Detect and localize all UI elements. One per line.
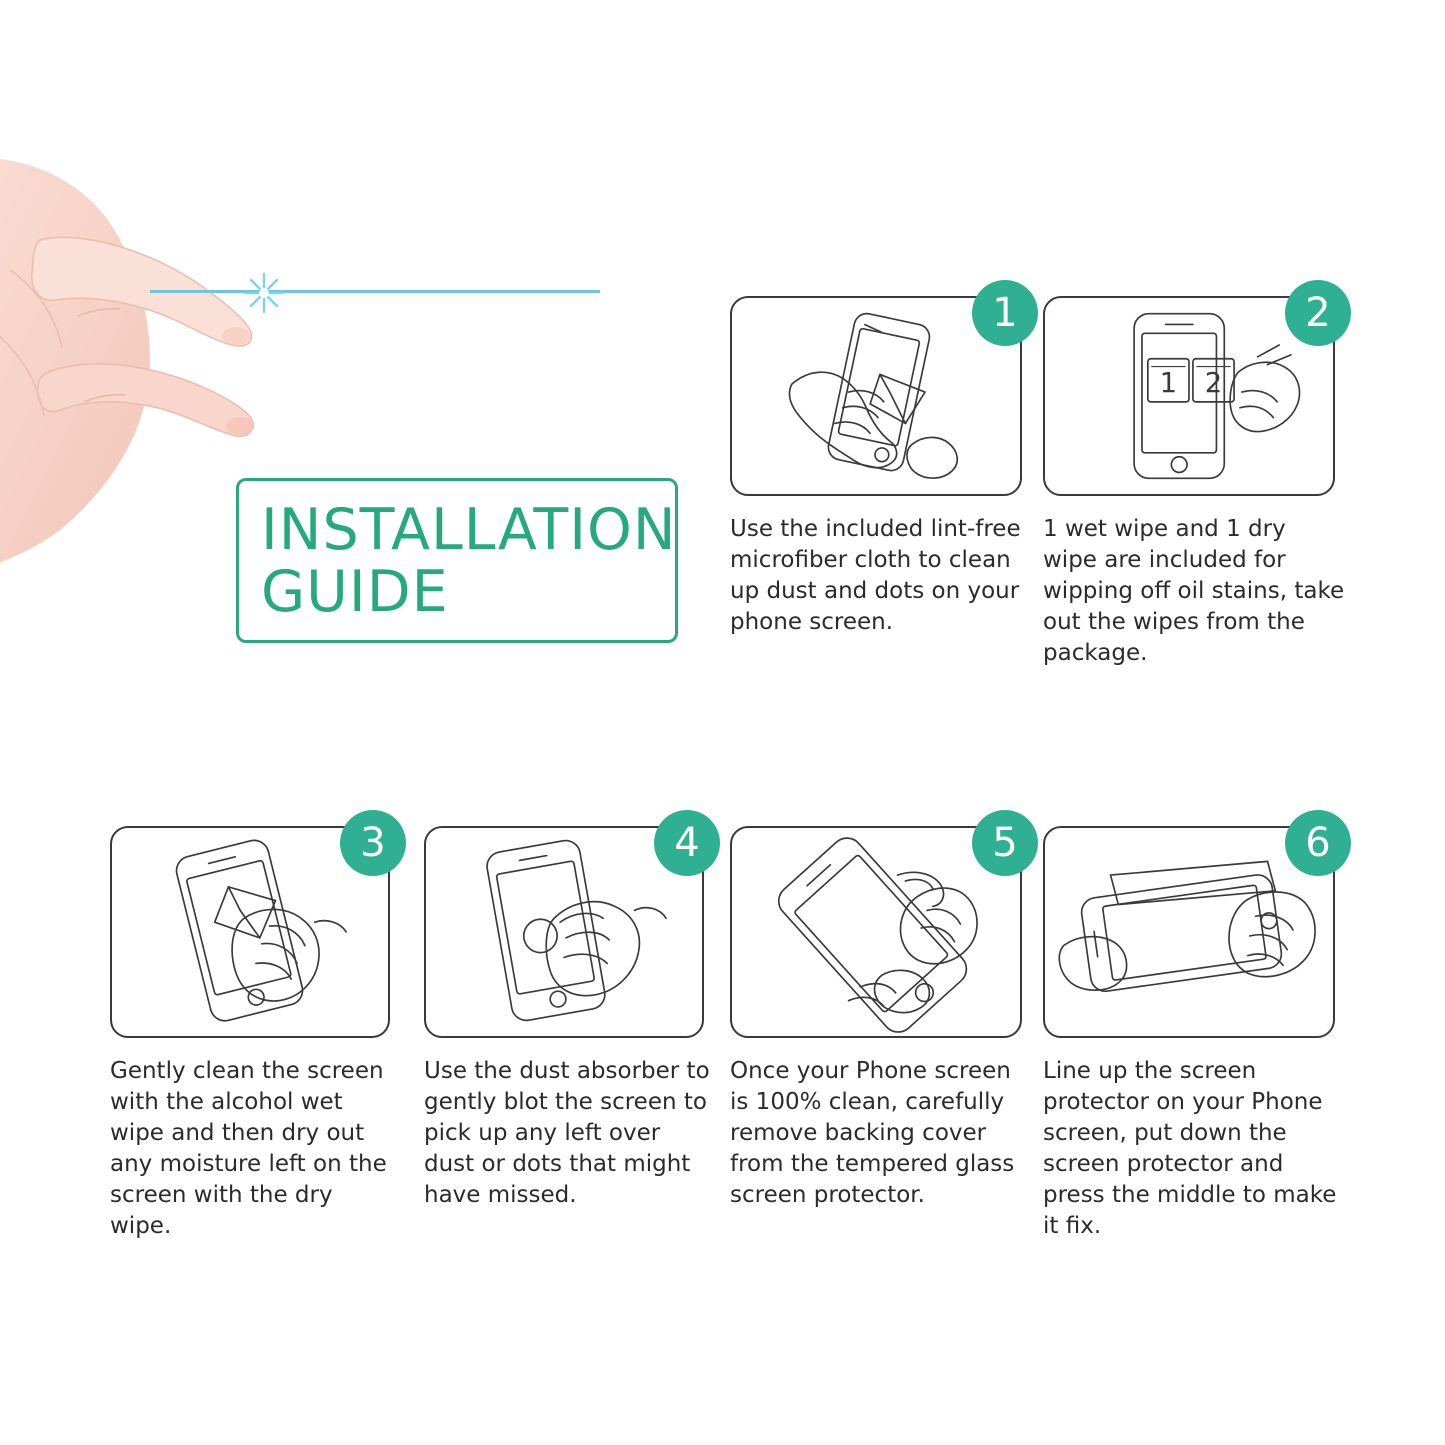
sparkle-icon bbox=[243, 272, 285, 314]
step-3-caption: Gently clean the screen with the alcohol wet wipe and then dry out any moisture left on the screen with the dry wipe. bbox=[110, 1058, 387, 1239]
step-card-1 bbox=[730, 290, 1032, 638]
step-card-3 bbox=[110, 820, 400, 1242]
step-5-illustration-frame bbox=[730, 820, 1022, 1038]
step-5-caption: Once your Phone screen is 100% clean, carefully remove backing cover from the tempered glass screen protector. bbox=[730, 1058, 1015, 1208]
step-card-2 bbox=[1043, 290, 1345, 669]
step-5-number-badge: 5 bbox=[972, 810, 1038, 876]
step-4-caption: Use the dust absorber to gently blot the screen to pick up any left over dust or dots that might have missed. bbox=[424, 1058, 710, 1208]
page-title-line1: INSTALLATION bbox=[261, 497, 677, 563]
step-6-illustration-frame bbox=[1043, 820, 1335, 1038]
step-1-caption: Use the included lint-free microfiber cloth to clean up dust and dots on your phone screen. bbox=[730, 516, 1021, 635]
step-6-number-badge: 6 bbox=[1285, 810, 1351, 876]
step-6-caption: Line up the screen protector on your Phone screen, put down the screen protector and press the middle to make it fix. bbox=[1043, 1058, 1337, 1239]
svg-text:1: 1 bbox=[1159, 368, 1178, 400]
step-card-6 bbox=[1043, 820, 1345, 1242]
tempered-glass-edge-line bbox=[150, 290, 600, 293]
step-2-number-badge: 2 bbox=[1285, 280, 1351, 346]
step-card-5 bbox=[730, 820, 1032, 1211]
step-3-illustration-frame bbox=[110, 820, 390, 1038]
page-title-box bbox=[236, 478, 678, 643]
svg-text:2: 2 bbox=[1204, 368, 1223, 400]
step-4-number-badge: 4 bbox=[654, 810, 720, 876]
step-3-number-badge: 3 bbox=[340, 810, 406, 876]
step-card-4 bbox=[424, 820, 714, 1211]
step-1-illustration-frame bbox=[730, 290, 1022, 496]
step-4-illustration-frame bbox=[424, 820, 704, 1038]
page-title-line2: GUIDE bbox=[261, 559, 449, 625]
step-1-number-badge: 1 bbox=[972, 280, 1038, 346]
step-2-illustration-frame bbox=[1043, 290, 1335, 496]
step-2-caption: 1 wet wipe and 1 dry wipe are included for wipping off oil stains, take out the wipes from the package. bbox=[1043, 516, 1345, 666]
